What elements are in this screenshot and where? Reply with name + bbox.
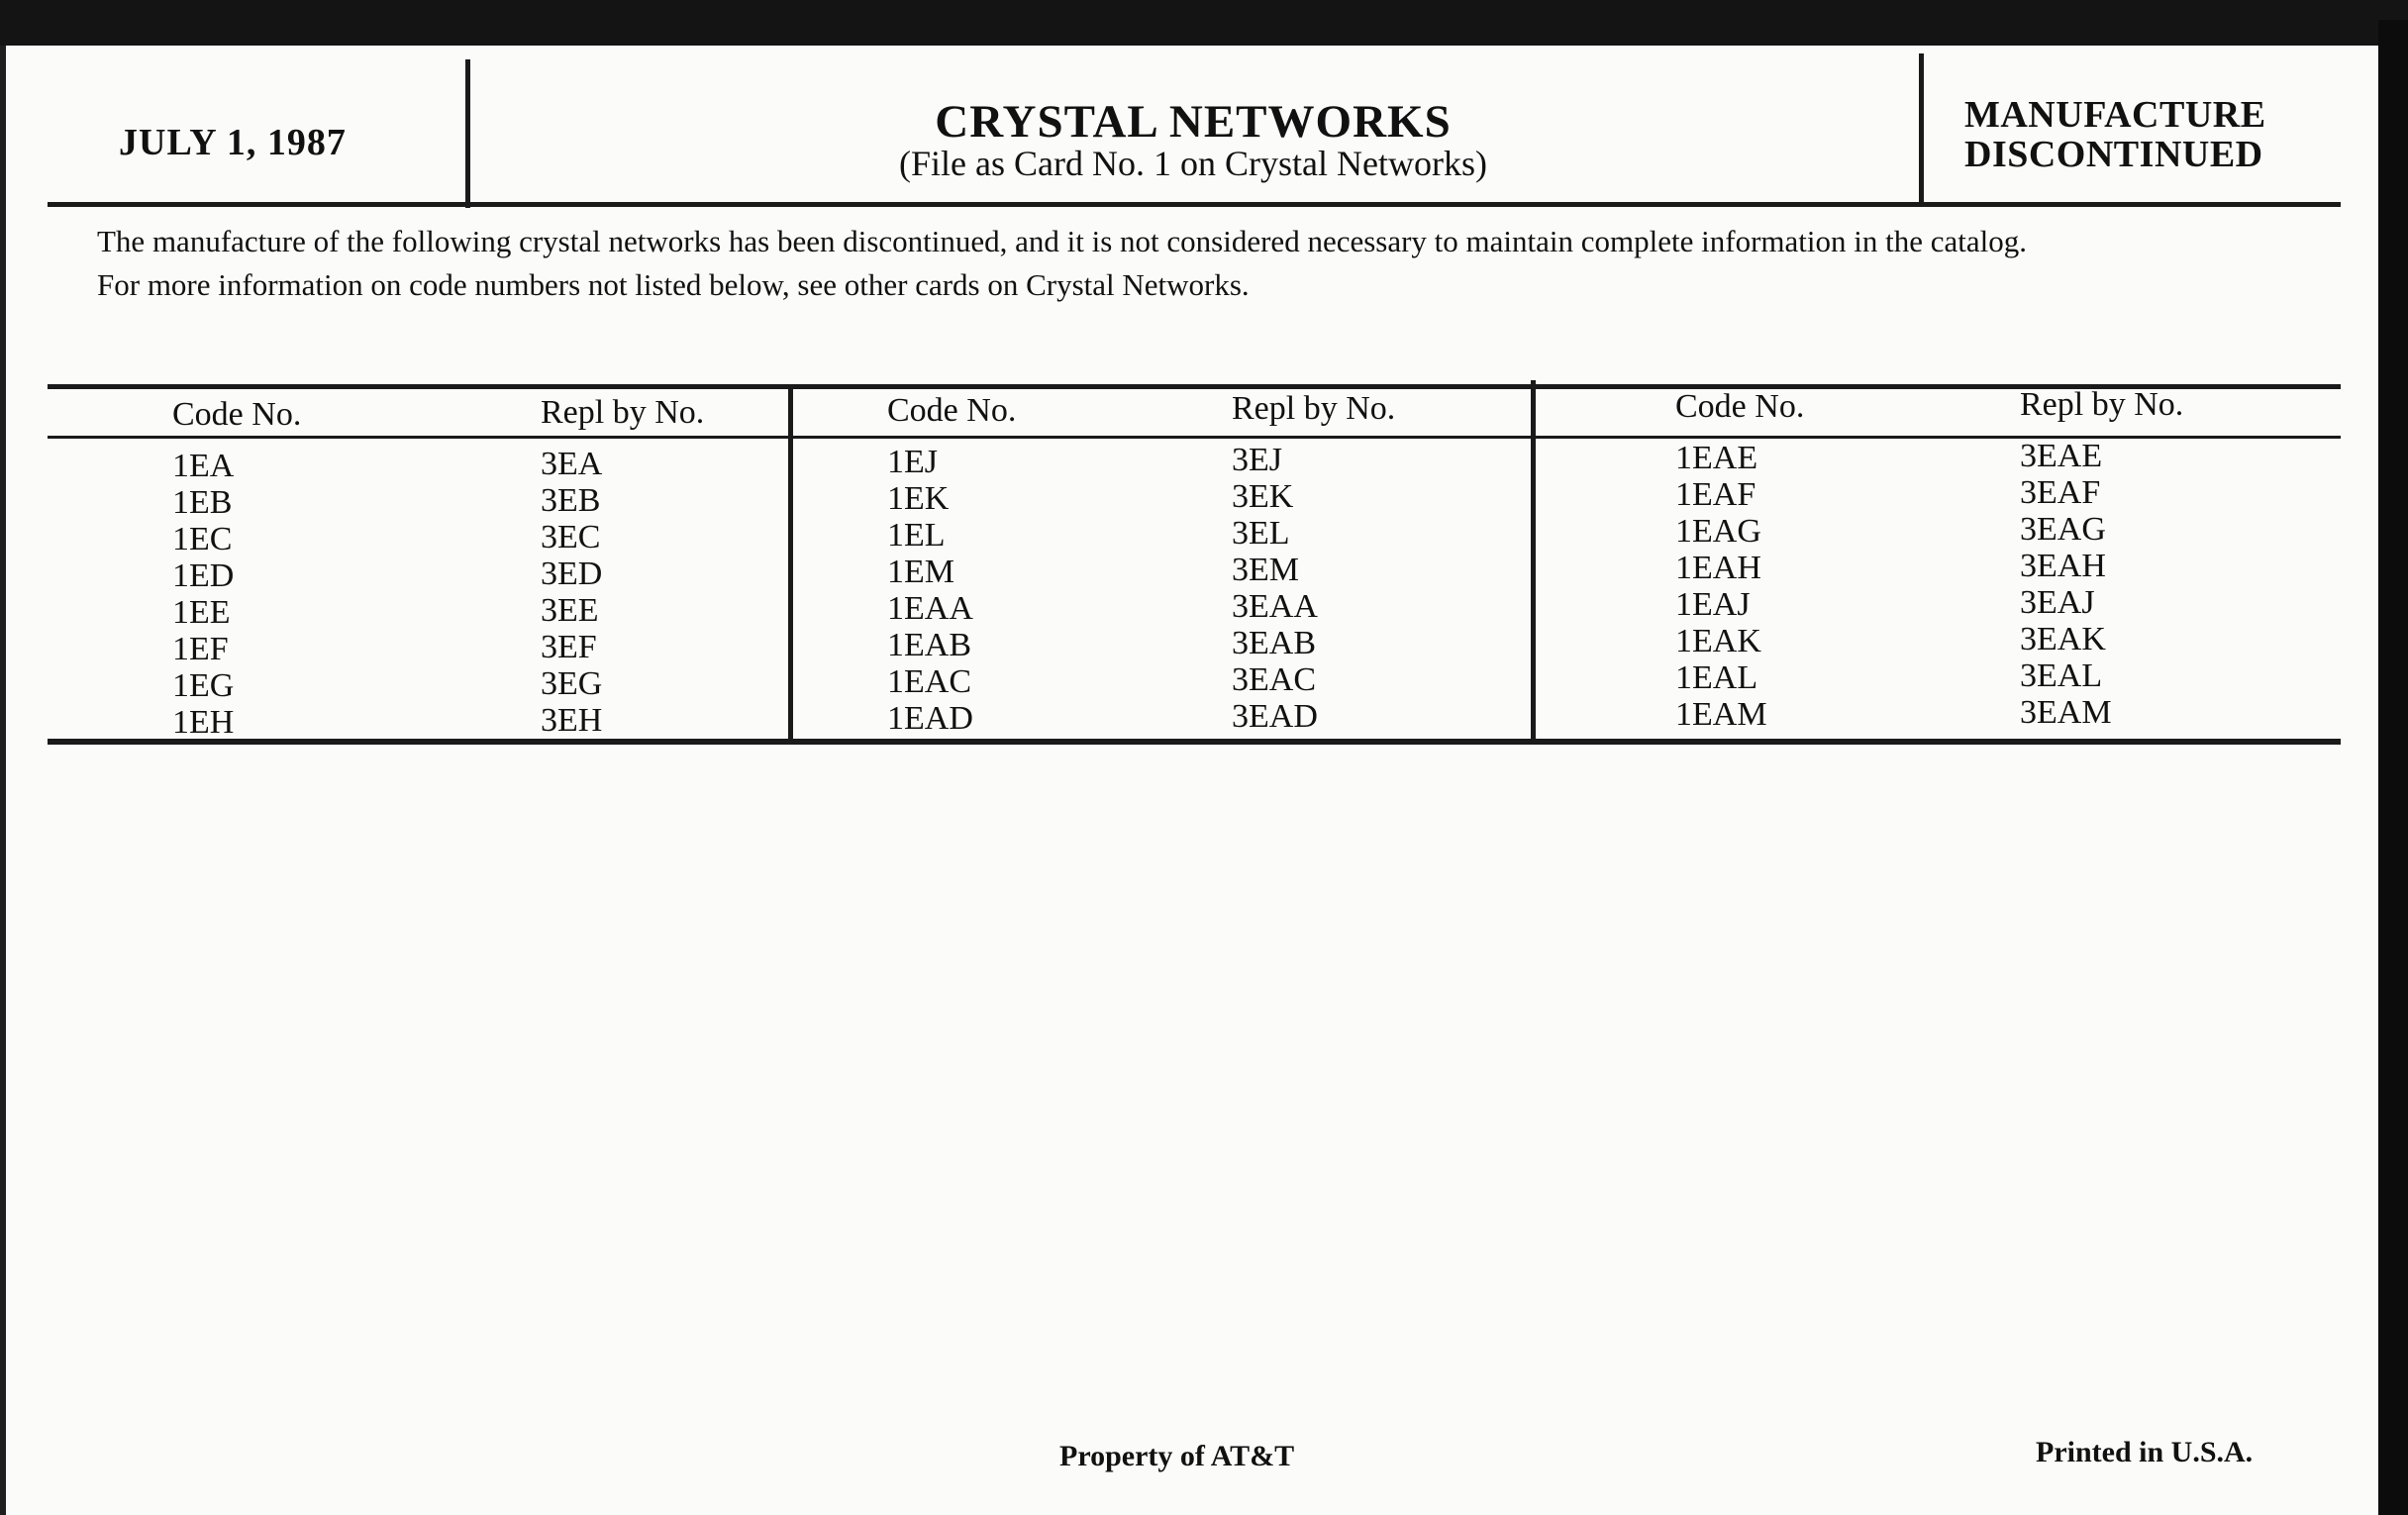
table-cell: 3EE (541, 592, 599, 629)
table-divider-1 (788, 384, 793, 743)
table-cell: 3EAH (2020, 548, 2106, 584)
table-cell: 1EL (887, 517, 946, 554)
group-1-code-column (172, 448, 234, 741)
table-cell: 1EAL (1675, 659, 1758, 696)
status-label (1964, 95, 2266, 174)
header-bottom-rule (48, 202, 2341, 207)
table-cell: 3EAC (1232, 661, 1316, 698)
table-cell: 1ED (172, 557, 235, 594)
group-2-repl-header: Repl by No. (1232, 390, 1396, 427)
card-subtitle: (File as Card No. 1 on Crystal Networks) (899, 144, 1487, 183)
table-cell: 1EA (172, 448, 235, 484)
scan-top-edge (0, 0, 2408, 46)
table-cell: 3EAL (2020, 657, 2103, 694)
group-1-repl-column (541, 446, 602, 739)
table-cell: 1EG (172, 667, 235, 704)
table-cell: 3EK (1232, 478, 1294, 515)
table-cell: 1EF (172, 631, 229, 667)
footer-property: Property of AT&T (1059, 1440, 1295, 1472)
table-cell: 1EJ (887, 444, 938, 480)
table-cell: 3EJ (1232, 442, 1282, 478)
table-cell: 3ED (541, 556, 603, 592)
table-cell: 3EG (541, 665, 603, 702)
table-cell: 1EAF (1675, 476, 1756, 513)
status-line-2: DISCONTINUED (1964, 134, 2263, 175)
table-cell: 3EC (541, 519, 601, 556)
card-date: JULY 1, 1987 (119, 122, 347, 163)
table-cell: 1EM (887, 554, 954, 590)
table-cell: 1EAC (887, 663, 971, 700)
group-2-repl-column (1232, 442, 1318, 735)
card-title: CRYSTAL NETWORKS (935, 96, 1452, 148)
group-3-code-column (1675, 440, 1767, 733)
footer-printed: Printed in U.S.A. (2036, 1436, 2254, 1468)
table-cell: 1EH (172, 704, 235, 741)
table-cell: 3EF (541, 629, 597, 665)
table-cell: 1EAH (1675, 550, 1761, 586)
table-cell: 1EAG (1675, 513, 1761, 550)
table-cell: 3EAK (2020, 621, 2106, 657)
table-cell: 3EAJ (2020, 584, 2095, 621)
table-cell: 1EE (172, 594, 231, 631)
table-cell: 1EAE (1675, 440, 1758, 476)
table-cell: 1EB (172, 484, 233, 521)
group-1-code-header: Code No. (172, 396, 302, 433)
table-cell: 3EA (541, 446, 603, 482)
status-line-1: MANUFACTURE (1964, 94, 2266, 136)
table-cell: 3EAF (2020, 474, 2101, 511)
group-2-code-header: Code No. (887, 392, 1017, 429)
table-cell: 1EAK (1675, 623, 1761, 659)
table-top-rule (48, 384, 2341, 389)
table-cell: 3EAG (2020, 511, 2106, 548)
table-divider-2 (1531, 380, 1536, 739)
table-header-rule (48, 436, 2341, 439)
table-cell: 3EAA (1232, 588, 1318, 625)
group-1-repl-header: Repl by No. (541, 394, 705, 431)
intro-paragraph-1: The manufacture of the following crystal networks has been discontinued, and it is not considered necessary to maintain complete information in the catalog. (97, 224, 2027, 258)
table-cell: 3EH (541, 702, 603, 739)
table-cell: 3EAE (2020, 438, 2103, 474)
group-3-repl-header: Repl by No. (2020, 386, 2184, 423)
table-cell: 3EB (541, 482, 601, 519)
table-cell: 3EM (1232, 552, 1299, 588)
table-cell: 1EK (887, 480, 950, 517)
table-cell: 3EAD (1232, 698, 1318, 735)
table-cell: 3EL (1232, 515, 1290, 552)
group-2-code-column (887, 444, 973, 737)
table-cell: 1EAJ (1675, 586, 1751, 623)
table-cell: 1EAA (887, 590, 973, 627)
table-cell: 1EAM (1675, 696, 1767, 733)
table-cell: 3EAB (1232, 625, 1316, 661)
intro-paragraph-2: For more information on code numbers not listed below, see other cards on Crystal Networks. (97, 267, 1250, 302)
table-bottom-rule (48, 739, 2341, 745)
group-3-repl-column (2020, 438, 2112, 731)
table-cell: 3EAM (2020, 694, 2112, 731)
table-cell: 1EAD (887, 700, 973, 737)
scan-right-edge (2378, 20, 2408, 1515)
group-3-code-header: Code No. (1675, 388, 1805, 425)
intro-text (97, 220, 2305, 307)
table-cell: 1EC (172, 521, 233, 557)
table-cell: 1EAB (887, 627, 971, 663)
